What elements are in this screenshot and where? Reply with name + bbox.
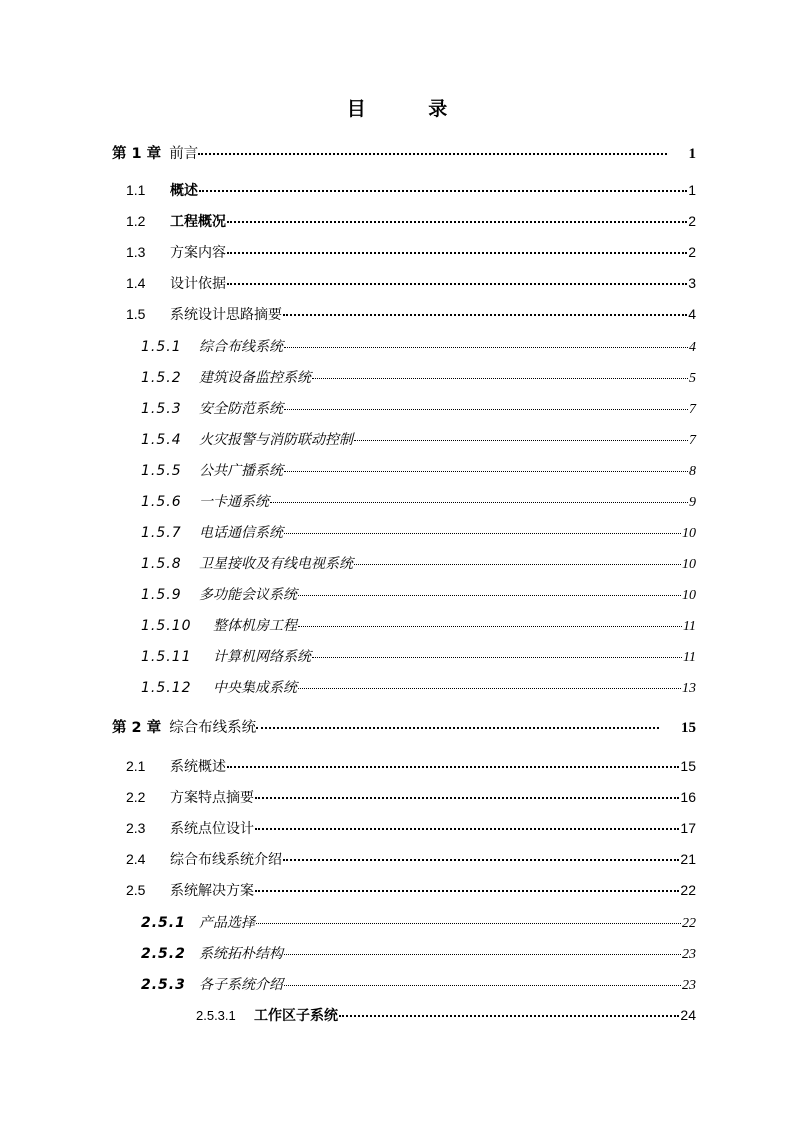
entry-number: 1.5.8: [141, 556, 182, 572]
entry-page: 9: [689, 495, 696, 510]
entry-label: 中央集成系统: [213, 680, 297, 696]
toc-entry[interactable]: [126, 818, 696, 838]
entry-page: 21: [680, 851, 696, 867]
toc-entry[interactable]: [126, 787, 696, 807]
entry-page: 11: [683, 619, 696, 634]
entry-label: 工程概况: [170, 214, 226, 230]
entry-number: 1.5: [126, 306, 146, 322]
dot-leader: [256, 922, 681, 924]
entry-label: 设计依据: [170, 276, 226, 292]
entry-label: 安全防范系统: [199, 401, 283, 417]
toc-entry[interactable]: [141, 615, 696, 635]
entry-label: 多功能会议系统: [199, 587, 297, 603]
toc-entry[interactable]: [126, 180, 696, 200]
entry-page: 23: [682, 978, 696, 993]
dot-leader: [255, 827, 679, 830]
entry-page: 2: [688, 213, 696, 229]
dot-leader: [284, 470, 688, 472]
entry-number: 1.5.2: [141, 370, 182, 386]
entry-label: 各子系统介绍: [199, 977, 283, 993]
entry-page: 7: [689, 433, 696, 448]
dot-leader: [255, 889, 679, 892]
toc-entry[interactable]: [141, 912, 696, 932]
dot-leader: [298, 687, 681, 689]
toc-entry[interactable]: [126, 849, 696, 869]
entry-number: 1.5.12: [141, 680, 192, 696]
dot-leader: [283, 858, 679, 861]
entry-page: 10: [682, 526, 696, 541]
entry-number: 第 2 章: [112, 720, 162, 736]
entry-label: 系统点位设计: [170, 821, 254, 837]
entry-label: 系统解决方案: [170, 883, 254, 899]
entry-label: 系统设计思路摘要: [170, 307, 282, 323]
entry-label: 系统拓朴结构: [199, 946, 283, 962]
dot-leader: [198, 152, 666, 155]
entry-page: 1: [688, 146, 696, 162]
entry-page: 23: [682, 947, 696, 962]
entry-label: 产品选择: [199, 915, 255, 931]
entry-label: 系统概述: [170, 759, 226, 775]
dot-leader: [339, 1014, 679, 1017]
entry-number: 2.1: [126, 758, 146, 774]
entry-number: 2.5.3.1: [196, 1008, 236, 1023]
toc-entry[interactable]: [126, 304, 696, 324]
entry-label: 前言: [169, 146, 199, 162]
entry-number: 2.5: [126, 882, 146, 898]
entry-page: 5: [689, 371, 696, 386]
dot-leader: [284, 532, 681, 534]
toc-entry[interactable]: [141, 398, 696, 418]
entry-page: 1: [688, 182, 696, 198]
entry-number: 2.2: [126, 789, 146, 805]
dot-leader: [256, 726, 659, 729]
entry-page: 4: [689, 340, 696, 355]
entry-number: 第 1 章: [112, 146, 162, 162]
dot-leader: [298, 625, 682, 627]
entry-page: 7: [689, 402, 696, 417]
toc-entry[interactable]: [141, 974, 696, 994]
entry-label: 方案特点摘要: [170, 790, 254, 806]
dot-leader: [312, 656, 682, 658]
entry-number: 1.5.11: [141, 649, 192, 665]
dot-leader: [283, 313, 687, 316]
entry-label: 综合布线系统: [199, 339, 283, 355]
dot-leader: [354, 439, 688, 441]
entry-number: 1.5.9: [141, 587, 182, 603]
entry-label: 公共广播系统: [199, 463, 283, 479]
dot-leader: [284, 408, 688, 410]
entry-number: 1.5.6: [141, 494, 182, 510]
dot-leader: [255, 796, 679, 799]
toc-entry[interactable]: [141, 943, 696, 963]
entry-page: 17: [680, 820, 696, 836]
entry-number: 1.4: [126, 275, 146, 291]
entry-label: 一卡通系统: [199, 494, 269, 510]
entry-page: 2: [688, 244, 696, 260]
toc-entry[interactable]: [141, 584, 696, 604]
dot-leader: [354, 563, 681, 565]
toc-entry[interactable]: [141, 677, 696, 697]
entry-label: 方案内容: [170, 245, 226, 261]
entry-number: 1.2: [126, 213, 146, 229]
toc-entry[interactable]: [112, 142, 696, 162]
toc-entry[interactable]: [141, 460, 696, 480]
entry-page: 8: [689, 464, 696, 479]
entry-number: 1.1: [126, 182, 146, 198]
entry-label: 概述: [170, 183, 198, 199]
entry-number: 1.5.3: [141, 401, 182, 417]
entry-page: 4: [688, 306, 696, 322]
entry-page: 15: [680, 758, 696, 774]
entry-label: 工作区子系统: [254, 1008, 338, 1024]
entry-label: 整体机房工程: [213, 618, 297, 634]
entry-page: 24: [680, 1007, 696, 1023]
entry-number: 2.3: [126, 820, 146, 836]
entry-page: 16: [680, 789, 696, 805]
entry-number: 2.5.1: [141, 915, 186, 931]
entry-number: 1.5.10: [141, 618, 192, 634]
entry-label: 综合布线系统介绍: [170, 852, 282, 868]
dot-leader: [227, 251, 687, 254]
dot-leader: [284, 953, 681, 955]
toc-entry[interactable]: [196, 1005, 696, 1025]
toc-title: 目 录: [346, 98, 476, 120]
entry-number: 1.5.5: [141, 463, 182, 479]
toc-entry[interactable]: [141, 367, 696, 387]
toc-entry[interactable]: [112, 716, 696, 736]
toc-entry[interactable]: [126, 273, 696, 293]
entry-page: 22: [680, 882, 696, 898]
toc-entry[interactable]: [126, 242, 696, 262]
entry-label: 卫星接收及有线电视系统: [199, 556, 353, 572]
toc-entry[interactable]: [126, 211, 696, 231]
entry-page: 15: [681, 720, 696, 736]
dot-leader: [284, 984, 681, 986]
dot-leader: [199, 189, 687, 192]
dot-leader: [227, 220, 687, 223]
entry-number: 2.5.3: [141, 977, 186, 993]
entry-number: 1.3: [126, 244, 146, 260]
toc-entry[interactable]: [126, 756, 696, 776]
toc-entry[interactable]: [141, 429, 696, 449]
entry-label: 火灾报警与消防联动控制: [199, 432, 353, 448]
dot-leader: [227, 282, 687, 285]
entry-number: 2.5.2: [141, 946, 186, 962]
entry-label: 电话通信系统: [199, 525, 283, 541]
dot-leader: [227, 765, 679, 768]
entry-page: 3: [688, 275, 696, 291]
dot-leader: [284, 346, 688, 348]
toc-entry[interactable]: [141, 491, 696, 511]
entry-page: 13: [682, 681, 696, 696]
entry-page: 22: [682, 916, 696, 931]
toc-entry[interactable]: [141, 336, 696, 356]
dot-leader: [298, 594, 681, 596]
entry-page: 10: [682, 588, 696, 603]
entry-number: 2.4: [126, 851, 146, 867]
dot-leader: [312, 377, 688, 379]
dot-leader: [270, 501, 688, 503]
entry-number: 1.5.1: [141, 339, 182, 355]
toc-entry[interactable]: [141, 646, 696, 666]
toc-entry[interactable]: [126, 880, 696, 900]
entry-number: 1.5.7: [141, 525, 182, 541]
entry-page: 11: [683, 650, 696, 665]
toc-entry[interactable]: [141, 553, 696, 573]
entry-label: 计算机网络系统: [213, 649, 311, 665]
toc-entry[interactable]: [141, 522, 696, 542]
entry-label: 建筑设备监控系统: [199, 370, 311, 386]
entry-number: 1.5.4: [141, 432, 182, 448]
entry-page: 10: [682, 557, 696, 572]
entry-label: 综合布线系统: [169, 720, 257, 736]
